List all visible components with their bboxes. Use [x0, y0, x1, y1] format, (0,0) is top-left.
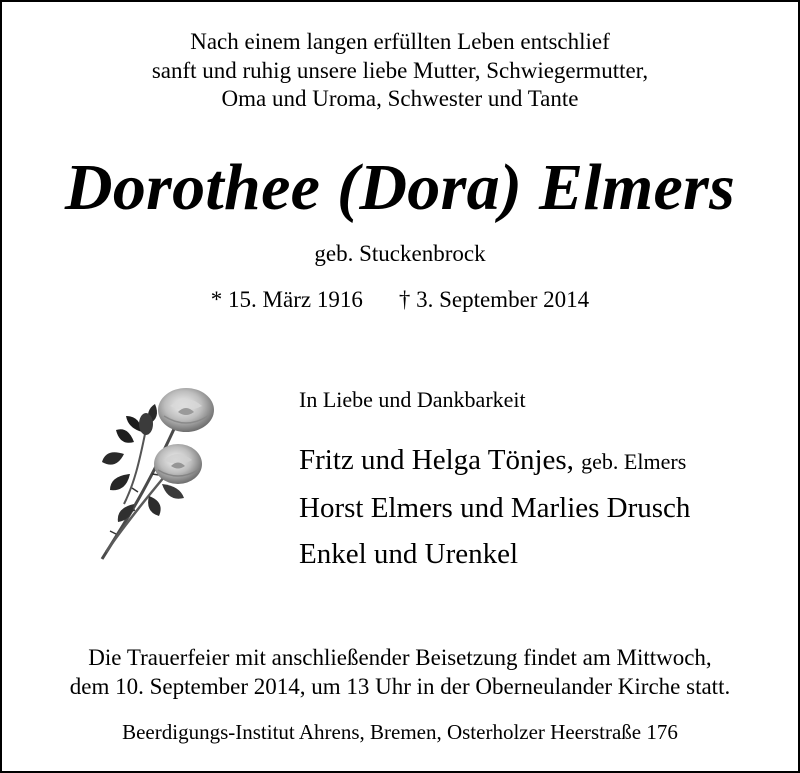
life-dates [2, 286, 798, 314]
mourner-1-maiden-name: geb. Elmers [581, 449, 687, 474]
service-announcement [2, 643, 798, 701]
maiden-name: geb. Stuckenbrock [314, 241, 486, 266]
service-line-1: Die Trauerfeier mit anschließender Beisetzung findet am Mittwoch, [88, 645, 712, 670]
service-line-2: dem 10. September 2014, um 13 Uhr in der Oberneulander Kirche statt. [69, 674, 731, 699]
mourner-line-1 [299, 437, 690, 485]
dedication-text: In Liebe und Dankbarkeit [299, 387, 526, 412]
funeral-home-line: Beerdigungs-Institut Ahrens, Bremen, Osterholzer Heerstraße 176 [122, 720, 678, 744]
birth-date: * 15. März 1916 [210, 287, 363, 312]
mourner-line-2: Horst Elmers und Marlies Drusch [299, 492, 691, 524]
intro-line-1: Nach einem langen erfüllten Leben entschlief [190, 29, 610, 54]
intro-line-3: Oma und Uroma, Schwester und Tante [221, 86, 579, 111]
death-date: † 3. September 2014 [398, 287, 590, 312]
rose-icon [94, 384, 224, 569]
deceased-name: Dorothee (Dora) Elmers [64, 151, 736, 224]
intro-line-2: sanft und ruhig unsere liebe Mutter, Schwiegermutter, [151, 57, 649, 83]
mourner-line-3: Enkel und Urenkel [299, 538, 519, 570]
mourner-1-names: Fritz und Helga Tönjes, [299, 444, 574, 476]
mourners-list [299, 437, 690, 577]
intro-text [2, 28, 798, 114]
